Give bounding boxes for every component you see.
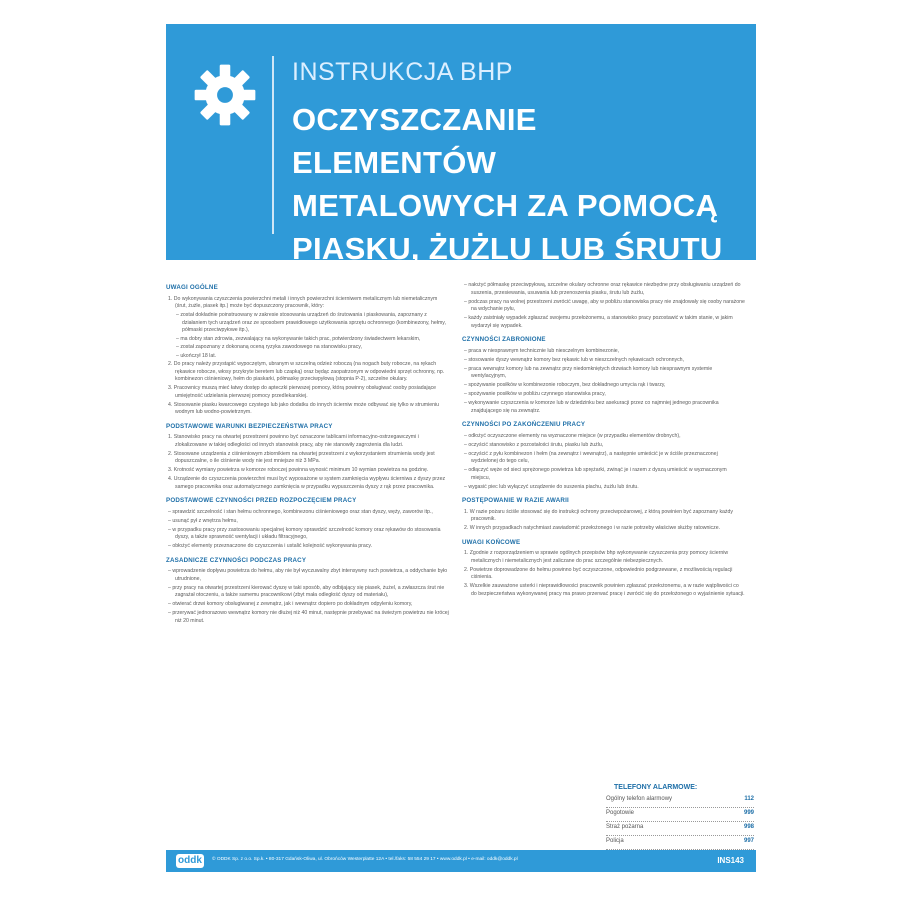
footer-contact: © ODDK Sp. z o.o. Sp.k. • 80-317 Gdańsk-Oliwa, ul. Obrońców Westerplatte 12A • tel./faks: 58 554 29 17 • www.oddk.pl • e-mail: oddk@oddk.pl: [212, 857, 518, 862]
phone-number: 998: [743, 824, 754, 830]
list-item: 1. W razie pożaru ściśle stosować się do instrukcji ochrony przeciwpożarowej, z którą powinien być zapoznany każdy pracownik.: [464, 508, 734, 522]
list-item: 1. Zgodnie z rozporządzeniem w sprawie ogólnych przepisów bhp wykonywanie czyszczenia przy pomocy ścierniw metalicznych i niemetalicznych jest zaliczane do prac szczególnie niebezpiecznych.: [464, 550, 729, 564]
list-item: – oczyścić z pyłu kombinezon i hełm (na zewnątrz i wewnątrz), a następnie umieścić je w ściśle przeznaczonej wydzielonej do tego celu,: [464, 450, 718, 464]
header-divider: [272, 56, 274, 234]
section-heading: UWAGI OGÓLNE: [166, 284, 218, 291]
phone-row: [606, 822, 754, 836]
section-heading: CZYNNOŚCI PO ZAKOŃCZENIU PRACY: [462, 421, 586, 428]
list-item: – został zapoznany z dokonaną oceną ryzyka zawodowego na stanowisku pracy,: [176, 344, 362, 350]
instruction-sheet: [166, 24, 756, 876]
list-item: – podczas pracy na wolnej przestrzeni zwrócić uwagę, aby w pobliżu stanowiska pracy nie znajdowały się osoby narażone na wdychanie pyłu,: [464, 298, 745, 312]
right-column: [462, 282, 745, 600]
list-item: 2. W innych przypadkach natychmiast zawiadomić przełożonego i w razie potrzeby właściwe służby ratownicze.: [464, 525, 721, 531]
phones-title: TELEFONY ALARMOWE:: [614, 784, 698, 791]
phone-row: [606, 794, 754, 808]
left-column: [166, 282, 449, 627]
phone-number: 112: [744, 796, 754, 802]
section-heading: POSTĘPOWANIE W RAZIE AWARII: [462, 497, 569, 504]
emergency-phones: [606, 784, 754, 850]
list-item: 3. Wszelkie zauważone usterki i nieprawidłowości pracownik powinien zgłaszać przełożonemu, a w razie wątpliwości co do bezpieczeństwa wykonywanej pracy ma prawo przerwać pracę i zwrócić się do przełożonego o wyjaśnienie sytuacji.: [464, 583, 745, 597]
list-item: – został dokładnie poinstruowany w zakresie stosowania urządzeń do śrutowania i piaskowania, zapoznany z działaniem tych urządzeń oraz ze sposobem prawidłowego użytkowania sprzętu ochronnego (kombinezony, hełmy, półmaski przeciwpyłowe itp.),: [176, 312, 446, 333]
list-item: – oczyścić stanowisko z pozostałości śrutu, piasku lub żużlu,: [464, 441, 604, 448]
gear-icon: [192, 62, 258, 128]
list-item: – sprawdzić szczelność i stan hełmu ochronnego, kombinezonu ciśnieniowego oraz stan dyszy, węży, zaworów itp.,: [168, 508, 433, 515]
list-item: – każdy zaistniały wypadek zgłaszać swojemu przełożonemu, a stanowisko pracy pozostawić w takim stanie, w jakim wydarzył się wypadek.: [464, 315, 733, 329]
list-item: – spożywanie posiłków w kombinezonie roboczym, bez dokładnego umycia rąk i twarzy,: [464, 382, 666, 388]
list-item: – spożywanie posiłków w pobliżu czynnego stanowiska pracy,: [464, 391, 606, 397]
list-item: – praca wewnątrz komory lub na zewnątrz przy niedomkniętych drzwiach komory lub niesprawnym systemie wentylacyjnym,: [464, 365, 713, 379]
list-item: – przerywać jednorazowo wewnątrz komory nie dłużej niż 40 minut, następnie przebywać na świeżym powietrzu nie krócej niż 20 minut.: [168, 610, 449, 624]
header-banner: [166, 24, 756, 266]
list-item: – ukończył 18 lat.: [176, 352, 217, 359]
document-code: INS143: [717, 856, 744, 865]
list-item: 3. Pracownicy muszą mieć łatwy dostęp do apteczki pierwszej pomocy, którą powinny obsługiwać osoby posiadające umiejętność udzielania pierwszej pomocy przedlekarskiej.: [168, 385, 437, 399]
list-item: 1. Do wykonywania czyszczenia powierzchni metali i innych powierzchni ścierniwem metalicznym lub niemetalicznym (śrut, żużle, piasek itp.) może być dopuszczony pracownik, który:: [168, 295, 438, 309]
phone-row: [606, 836, 754, 850]
list-item: – nałożyć półmaskę przeciwpyłową, szczelne okulary ochronne oraz rękawice niezbędne przy obsługiwaniu urządzeń do suszenia, przesiewania, usuwania lub przenoszenia piasku, śrutu lub żużlu,: [464, 282, 741, 296]
title-line: PIASKU, ŻUŻLU LUB ŚRUTU: [292, 231, 723, 266]
phone-row: [606, 808, 754, 822]
list-item: – wygasić piec lub wyłączyć urządzenie do suszenia piachu, żużlu lub śrutu.: [464, 483, 639, 490]
phone-number: 997: [743, 838, 754, 844]
section-heading: CZYNNOŚCI ZABRONIONE: [462, 336, 546, 343]
title-line: METALOWYCH ZA POMOCĄ: [292, 188, 719, 223]
list-item: 4. Stosowanie piasku kwarcowego czystego lub jako dodatku do innych ścierniw może odbywać się tylko w strumieniu wodnym lub wodno-powietrznym.: [168, 401, 440, 415]
section-heading: PODSTAWOWE WARUNKI BEZPIECZEŃSTWA PRACY: [166, 422, 333, 430]
phone-label: Pogotowie: [606, 810, 635, 816]
list-item: – ma dobry stan zdrowia, zezwalający na wykonywanie takich prac, potwierdzony świadectwem lekarskim,: [176, 335, 421, 342]
list-item: – przy pracy na otwartej przestrzeni kierować dyszę w taki sposób, aby odbijający się piasek, żużel, a zwłaszcza śrut nie zagrażał otoczeniu, a także samemu pracownikowi (zbyt mała odległość dyszy od materiału),: [168, 584, 445, 598]
phone-number: 999: [743, 810, 754, 816]
list-item: – wprowadzenie dopływu powietrza do hełmu, aby nie był wyczuwalny zbyt intensywny ruch powietrza, a oddychanie było utrudnione,: [168, 568, 448, 582]
list-item: – obłożyć elementy przeznaczone do czyszczenia i ustalić kolejność wykonywania pracy.: [168, 543, 373, 549]
list-item: 1. Stanowisko pracy na otwartej przestrzeni powinno być oznaczone tablicami informacyjno-ostrzegawczymi i zlokalizowane w takiej odległości od innych stanowisk pracy, aby nie stanowiły zagrożenia dla ludzi.: [168, 434, 419, 448]
list-item: 4. Urządzenie do czyszczenia powierzchni musi być wyposażone w system zamknięcia wypływu ścierniwa z dyszy przez samego pracownika oraz automatycznego zamknięcia w przypadku wypuszczenia dyszy z rąk przez pracownika.: [168, 476, 446, 490]
list-item: 3. Krotność wymiany powietrza w komorze roboczej powinna wynosić minimum 10 wymian powietrza na godzinę.: [168, 467, 429, 473]
phone-label: Policja: [606, 838, 624, 844]
document-title: [292, 98, 742, 270]
footer-bar: [166, 850, 756, 872]
oddk-logo: oddk: [176, 854, 204, 868]
list-item: – odłożyć oczyszczone elementy na wyznaczone miejsce (w przypadku elementów drobnych),: [464, 432, 681, 439]
list-item: – odłączyć węże od sieci sprężonego powietrza lub sprężarki, zwinąć je i razem z dyszą umieścić w wyznaczonym miejscu,: [464, 467, 727, 481]
list-item: – praca w niesprawnym technicznie lub niesczelnym kombinezonie,: [464, 347, 620, 354]
section-heading: PODSTAWOWE CZYNNOŚCI PRZED ROZPOCZĘCIEM PRACY: [166, 497, 357, 504]
list-item: – otwierać drzwi komory obsługiwanej z zewnątrz, jak i wewnątrz dopiero po dokładnym odpyleniu komory,: [168, 601, 413, 607]
list-item: – w przypadku pracy przy zastosowaniu specjalnej komory sprawdzić szczelność komory oraz rękawów do stosowania dyszy, a także sprawność wentylacji i układu filtracyjnego,: [168, 526, 441, 540]
list-item: – wykonywanie czyszczenia w komorze lub w dziedzinku bez asekuracji przez co najmniej jednego pracownika znajdującego się na zewnątrz.: [464, 400, 719, 414]
list-item: 2. Stosowane urządzenia z ciśnieniowym zbiornikiem na otwartej przestrzeni z wykorzystaniem strumienia wody jest dopuszczalne, o ile ciśnienie wody nie jest mniejsze niż 3 MPa.: [168, 450, 435, 464]
phone-label: Straż pożarna: [606, 824, 644, 830]
list-item: 2. Powietrze doprowadzone do hełmu powinno być oczyszczone, odpowiednio podgrzewane, z możliwością regulacji ciśnienia.: [464, 566, 733, 580]
document-body: [166, 282, 756, 842]
section-heading: ZASADNICZE CZYNNOŚCI PODCZAS PRACY: [166, 556, 307, 564]
phone-label: Ogólny telefon alarmowy: [606, 796, 673, 802]
list-item: – usunąć pył z wnętrza hełmu,: [168, 517, 238, 524]
section-heading: UWAGI KOŃCOWE: [462, 538, 521, 546]
document-type: INSTRUKCJA BHP: [292, 58, 513, 86]
title-line: OCZYSZCZANIE ELEMENTÓW: [292, 102, 537, 180]
list-item: 2. Do pracy należy przystąpić wypoczętym, ubranym w szczelną odzież roboczą (na nogach buty robocze, na rękach rękawice robocze, włosy przykryte beretem lub czapką) oraz będąc zaopatrzonym w odpowiedni sprzęt ochronny, np. kombinezon ciśnieniowy, hełm do piaskarki, półmaskę przeciwpyłową (stopnia P-2), szczelne okulary.: [168, 361, 445, 382]
list-item: – stosowanie dyszy wewnątrz komory bez rękawic lub w nieszczelnych rękawicach ochronnych,: [464, 356, 684, 363]
